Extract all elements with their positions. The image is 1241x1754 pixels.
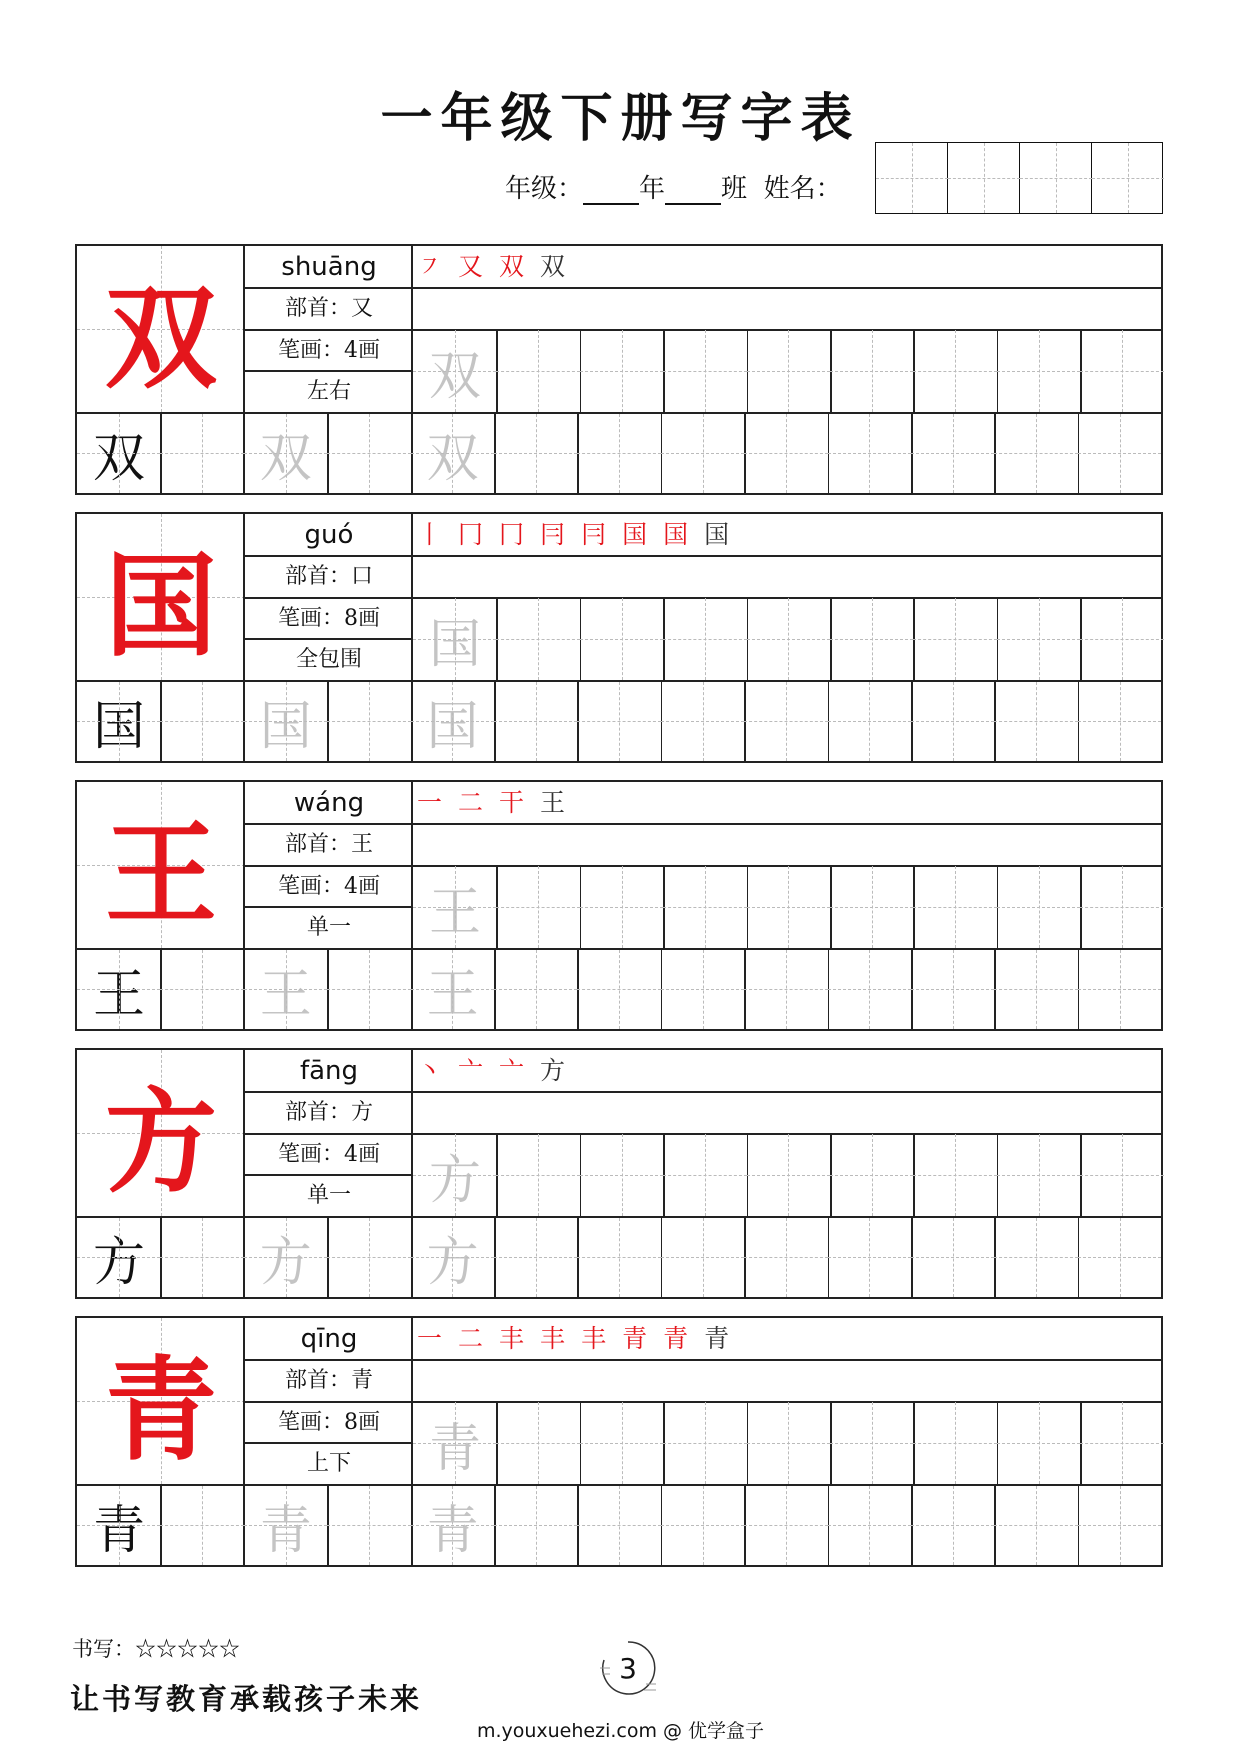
stroke-step: 丰 (540, 1324, 566, 1353)
trace-character[interactable]: 双 (428, 347, 481, 407)
name-grid-cell[interactable] (948, 143, 1020, 213)
guide-line (580, 371, 663, 372)
trace-character[interactable]: 王 (259, 965, 312, 1025)
guide-line (1078, 1257, 1161, 1258)
radical: 部首：又 (284, 296, 373, 321)
guide-line (327, 1257, 410, 1258)
class-label: 班 (721, 174, 748, 204)
guide-line (577, 721, 660, 722)
stroke-step: 国 (704, 520, 730, 549)
guide-line (411, 1525, 494, 1526)
radical: 部首：青 (284, 1368, 373, 1393)
stroke-step: 冂 (499, 520, 525, 549)
guide-line (244, 1257, 327, 1258)
guide-line (494, 721, 577, 722)
guide-line (1080, 1175, 1163, 1176)
guide-line (77, 1525, 160, 1526)
guide-line (577, 989, 660, 990)
stroke-step: 丰 (581, 1324, 607, 1353)
stroke-step: 青 (704, 1324, 730, 1353)
name-writing-grid[interactable] (875, 142, 1163, 214)
stroke-order (417, 514, 745, 556)
guide-line (494, 1257, 577, 1258)
guide-line (580, 1175, 663, 1176)
guide-line (244, 989, 327, 990)
guide-line (997, 639, 1080, 640)
stroke-step: 又 (458, 252, 484, 281)
example-character[interactable]: 国 (92, 697, 145, 757)
guide-line (413, 639, 496, 640)
guide-line (327, 1525, 410, 1526)
guide-line (997, 371, 1080, 372)
guide-line (911, 989, 994, 990)
stroke-order (417, 1318, 745, 1360)
guide-line (77, 989, 160, 990)
guide-line (913, 639, 996, 640)
guide-line (1078, 721, 1161, 722)
example-character[interactable]: 王 (92, 965, 145, 1025)
guide-line (828, 1257, 911, 1258)
stroke-step: 双 (499, 252, 525, 281)
pinyin: shuāng (281, 252, 377, 282)
guide-line (828, 989, 911, 990)
stroke-count: 笔画：8画 (278, 1410, 380, 1435)
guide-line (744, 1257, 827, 1258)
guide-line (747, 371, 830, 372)
guide-line (911, 453, 994, 454)
guide-line (160, 1257, 243, 1258)
model-character: 王 (105, 808, 217, 940)
guide-line (1092, 178, 1164, 179)
guide-line (413, 1175, 496, 1176)
guide-line (994, 989, 1077, 990)
pinyin: guó (304, 520, 354, 550)
guide-line (413, 371, 496, 372)
character-block (75, 1316, 1163, 1567)
guide-line (747, 907, 830, 908)
guide-line (663, 639, 746, 640)
trace-character[interactable]: 双 (259, 429, 312, 489)
radical: 部首：方 (284, 1100, 373, 1125)
guide-line (744, 721, 827, 722)
stroke-step: 冃 (540, 520, 566, 549)
guide-line (580, 907, 663, 908)
radical: 部首：王 (284, 832, 373, 857)
guide-line (77, 1257, 160, 1258)
stroke-step: 冃 (581, 520, 607, 549)
stroke-step: 双 (540, 252, 566, 281)
example-character[interactable]: 青 (92, 1501, 145, 1561)
example-character[interactable]: 方 (92, 1233, 145, 1293)
character-block (75, 244, 1163, 495)
guide-line (913, 371, 996, 372)
guide-line (1080, 371, 1163, 372)
stroke-order (417, 246, 581, 288)
stroke-step: ㇇ (417, 252, 443, 281)
stroke-order (417, 782, 581, 824)
guide-line (494, 453, 577, 454)
stroke-step: 王 (540, 788, 566, 817)
name-label: 姓名： (763, 174, 842, 204)
stroke-step: 二 (458, 788, 484, 817)
stroke-step: 青 (663, 1324, 689, 1353)
guide-line (948, 178, 1020, 179)
guide-line (661, 989, 744, 990)
guide-line (828, 721, 911, 722)
guide-line (994, 1257, 1077, 1258)
guide-line (1080, 639, 1163, 640)
guide-line (411, 989, 494, 990)
trace-character[interactable]: 双 (426, 429, 479, 489)
guide-line (413, 1443, 496, 1444)
trace-character[interactable]: 青 (428, 1419, 481, 1479)
guide-line (496, 1443, 579, 1444)
guide-line (327, 721, 410, 722)
structure: 单一 (306, 1183, 351, 1208)
guide-line (1020, 178, 1092, 179)
pinyin: wáng (293, 788, 365, 818)
stroke-order (417, 1050, 581, 1092)
guide-line (994, 453, 1077, 454)
guide-line (244, 453, 327, 454)
stroke-count: 笔画：4画 (278, 338, 380, 363)
guide-line (747, 1175, 830, 1176)
structure: 左右 (306, 379, 351, 404)
guide-line (577, 1257, 660, 1258)
grade-label: 年级： (505, 174, 584, 204)
stroke-step: 亠 (499, 1056, 525, 1085)
guide-line (1078, 989, 1161, 990)
guide-line (496, 371, 579, 372)
guide-line (828, 453, 911, 454)
guide-line (580, 1443, 663, 1444)
guide-line (911, 1257, 994, 1258)
guide-line (830, 1175, 913, 1176)
stroke-step: 国 (663, 520, 689, 549)
model-character: 方 (105, 1076, 217, 1208)
guide-line (77, 453, 160, 454)
guide-line (994, 1525, 1077, 1526)
trace-character[interactable]: 国 (259, 697, 312, 757)
stroke-step: 国 (622, 520, 648, 549)
stroke-count: 笔画：4画 (278, 874, 380, 899)
site-url: m.youxuehezi.com @ 优学盒子 (476, 1720, 765, 1742)
slogan: 让书写教育承载孩子未来 (70, 1682, 423, 1716)
guide-line (1080, 907, 1163, 908)
guide-line (744, 989, 827, 990)
guide-line (327, 989, 410, 990)
guide-line (913, 1443, 996, 1444)
trace-character[interactable]: 国 (426, 697, 479, 757)
guide-line (494, 989, 577, 990)
stroke-step: 丶 (417, 1056, 443, 1085)
page-title: 一年级下册写字表 (380, 88, 861, 149)
guide-line (744, 1525, 827, 1526)
trace-character[interactable]: 青 (259, 1501, 312, 1561)
guide-line (661, 453, 744, 454)
stroke-step: 青 (622, 1324, 648, 1353)
guide-line (830, 1443, 913, 1444)
pinyin: qīng (300, 1324, 358, 1354)
guide-line (911, 1525, 994, 1526)
character-block (75, 780, 1163, 1031)
guide-line (327, 453, 410, 454)
guide-line (496, 1175, 579, 1176)
name-grid-cell[interactable] (876, 143, 948, 213)
model-character: 国 (105, 540, 217, 672)
guide-line (496, 907, 579, 908)
guide-line (413, 907, 496, 908)
guide-line (744, 453, 827, 454)
trace-character[interactable]: 青 (426, 1501, 479, 1561)
guide-line (661, 721, 744, 722)
guide-line (997, 1175, 1080, 1176)
guide-line (876, 178, 948, 179)
guide-line (411, 1257, 494, 1258)
guide-line (663, 907, 746, 908)
guide-line (160, 1525, 243, 1526)
guide-line (997, 1443, 1080, 1444)
trace-character[interactable]: 王 (426, 965, 479, 1025)
guide-line (577, 453, 660, 454)
page-number: 3 (619, 1651, 637, 1685)
model-character: 青 (105, 1344, 217, 1476)
guide-line (244, 1525, 327, 1526)
stroke-count: 笔画：4画 (278, 1142, 380, 1167)
radical: 部首：口 (284, 564, 373, 589)
model-character: 双 (105, 272, 217, 404)
guide-line (661, 1257, 744, 1258)
guide-line (77, 721, 160, 722)
stroke-step: 一 (417, 788, 443, 817)
example-character[interactable]: 双 (92, 429, 145, 489)
structure: 上下 (306, 1451, 351, 1476)
guide-line (994, 721, 1077, 722)
guide-line (661, 1525, 744, 1526)
guide-line (747, 1443, 830, 1444)
year-label: 年 (639, 174, 666, 204)
stroke-count: 笔画：8画 (278, 606, 380, 631)
stroke-step: 干 (499, 788, 525, 817)
guide-line (577, 1525, 660, 1526)
class-blank[interactable] (665, 181, 721, 205)
structure: 全包围 (295, 647, 362, 672)
stroke-step: 亠 (458, 1056, 484, 1085)
pinyin: fāng (299, 1056, 359, 1086)
guide-line (663, 1175, 746, 1176)
guide-line (496, 639, 579, 640)
character-block (75, 512, 1163, 763)
guide-line (830, 907, 913, 908)
student-info-line (505, 168, 842, 205)
stroke-step: 丨 (417, 520, 443, 549)
trace-character[interactable]: 方 (426, 1233, 479, 1293)
stroke-step: 一 (417, 1324, 443, 1353)
guide-line (997, 907, 1080, 908)
guide-line (1078, 1525, 1161, 1526)
guide-line (160, 989, 243, 990)
grade-blank[interactable] (583, 181, 639, 205)
name-grid-cell[interactable] (1092, 143, 1164, 213)
guide-line (663, 371, 746, 372)
trace-character[interactable]: 国 (428, 615, 481, 675)
guide-line (244, 721, 327, 722)
trace-character[interactable]: 方 (259, 1233, 312, 1293)
stroke-step: 方 (540, 1056, 566, 1085)
guide-line (663, 1443, 746, 1444)
guide-line (160, 721, 243, 722)
guide-line (1078, 453, 1161, 454)
stroke-step: 冂 (458, 520, 484, 549)
guide-line (411, 453, 494, 454)
guide-line (411, 721, 494, 722)
trace-character[interactable]: 王 (428, 883, 481, 943)
guide-line (911, 721, 994, 722)
guide-line (747, 639, 830, 640)
stroke-step: 丰 (499, 1324, 525, 1353)
guide-line (913, 907, 996, 908)
trace-character[interactable]: 方 (428, 1151, 481, 1211)
guide-line (828, 1525, 911, 1526)
name-grid-cell[interactable] (1020, 143, 1092, 213)
structure: 单一 (306, 915, 351, 940)
character-block (75, 1048, 1163, 1299)
guide-line (1080, 1443, 1163, 1444)
writing-rating: 书写：☆☆☆☆☆ (72, 1637, 240, 1661)
guide-line (830, 639, 913, 640)
guide-line (913, 1175, 996, 1176)
guide-line (580, 639, 663, 640)
stroke-step: 二 (458, 1324, 484, 1353)
guide-line (160, 453, 243, 454)
guide-line (494, 1525, 577, 1526)
guide-line (830, 371, 913, 372)
